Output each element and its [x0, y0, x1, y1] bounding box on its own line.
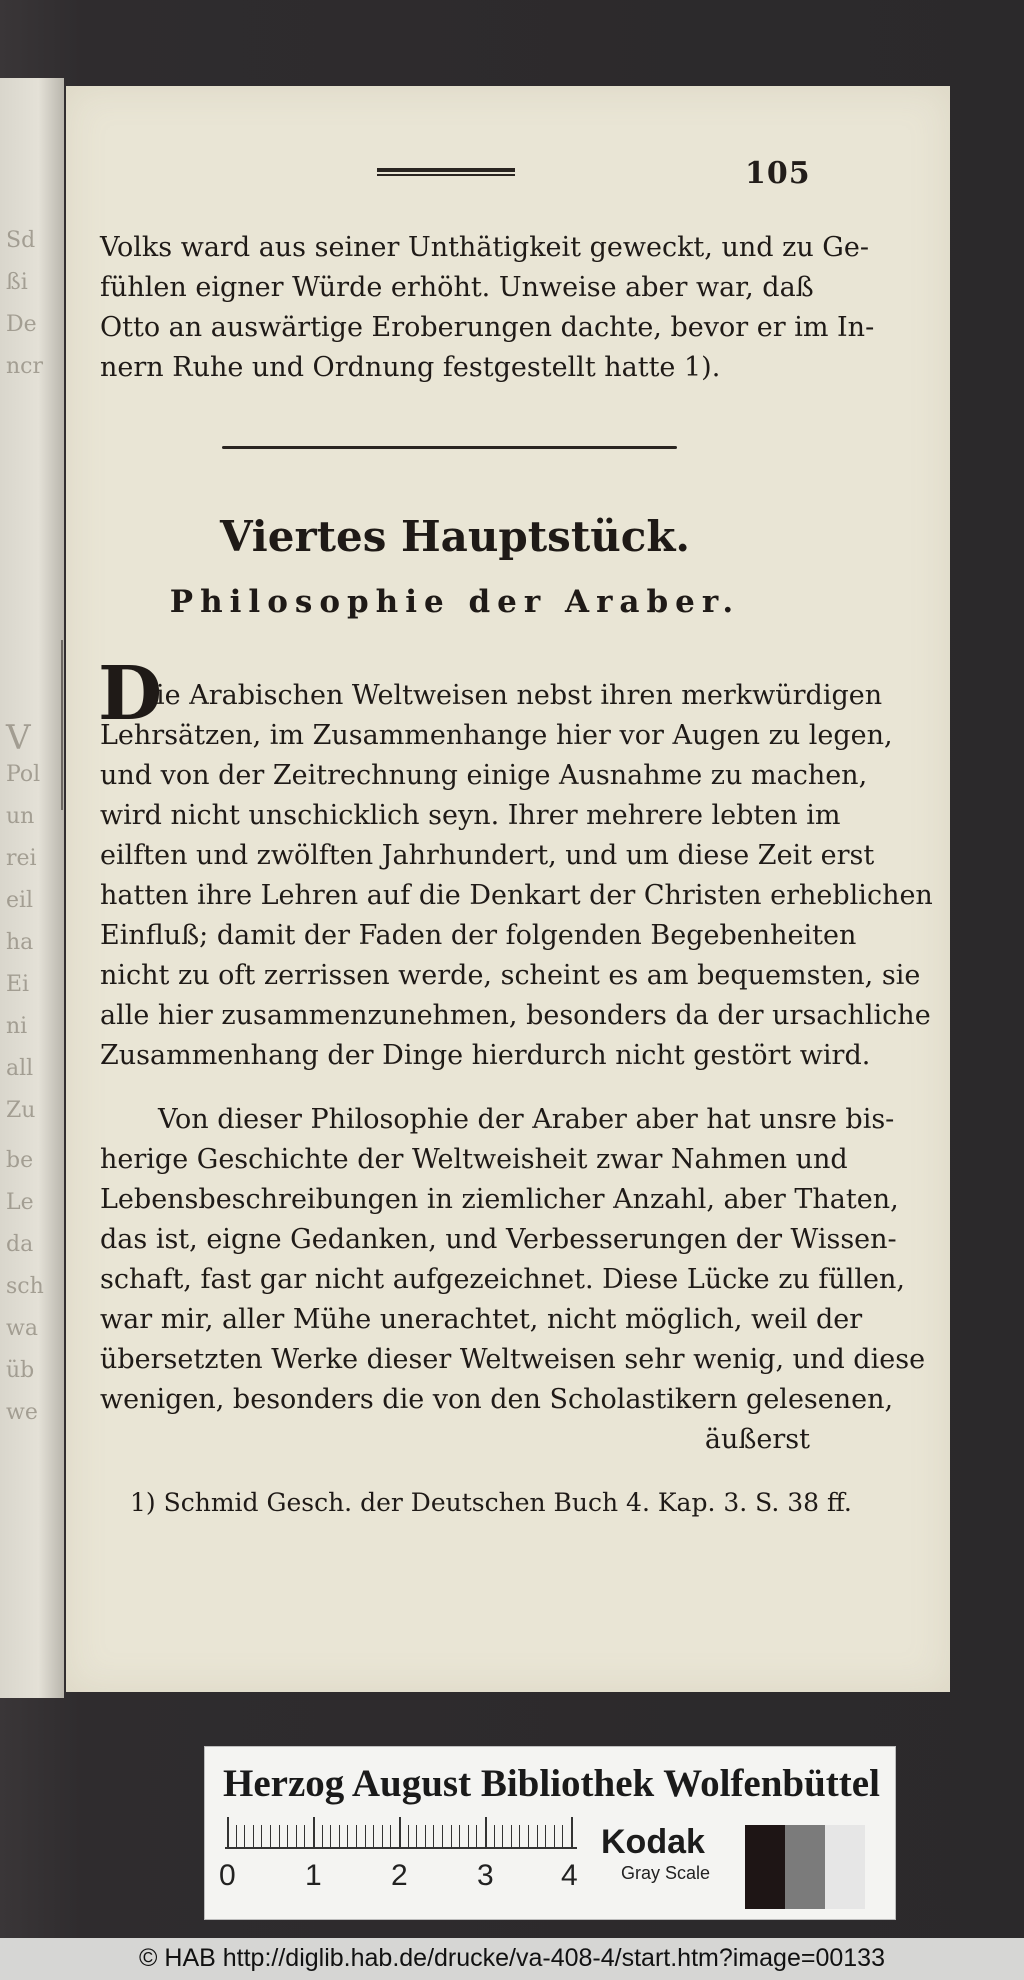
- ruler-tick: [494, 1825, 495, 1847]
- text-line: Volks ward aus seiner Unthätigkeit geweckt, und zu Ge-: [100, 232, 869, 263]
- ruler-tick: [416, 1825, 417, 1847]
- ruler-tick: [459, 1825, 460, 1847]
- ruler-tick: [562, 1825, 563, 1847]
- text-line: nern Ruhe und Ordnung festgestellt hatte 1).: [100, 352, 721, 383]
- ruler-label: 3: [477, 1859, 494, 1892]
- ruler-tick: [390, 1825, 391, 1847]
- ruler-tick: [399, 1817, 401, 1847]
- text-line: wenigen, besonders die von den Scholastikern gelesenen,: [100, 1384, 894, 1415]
- gray-swatch-light: [825, 1825, 865, 1909]
- ruler-tick: [545, 1825, 546, 1847]
- text-line: und von der Zeitrechnung einige Ausnahme zu machen,: [100, 760, 868, 791]
- text-line: Von dieser Philosophie der Araber aber hat unsre bis-: [158, 1104, 895, 1135]
- adjacent-page-edge: Sd ßi De ncr V Pol un rei eil ha Ei ni all Zu be Le da sch wa üb we: [0, 78, 64, 1698]
- text-line: herige Geschichte der Weltweisheit zwar Nahmen und: [100, 1144, 848, 1175]
- text-line: das ist, eigne Gedanken, und Verbesserungen der Wissen-: [100, 1224, 897, 1255]
- ruler-tick: [236, 1825, 237, 1847]
- ruler-tick: [356, 1825, 357, 1847]
- ruler-tick: [270, 1825, 271, 1847]
- text-line: schaft, fast gar nicht aufgezeichnet. Diese Lücke zu füllen,: [100, 1264, 906, 1295]
- ruler-tick: [519, 1825, 520, 1847]
- ruler-tick: [330, 1825, 331, 1847]
- text-line: wird nicht unschicklich seyn. Ihrer mehrere lebten im: [100, 800, 841, 831]
- text-line: Otto an auswärtige Eroberungen dachte, bevor er im In-: [100, 312, 875, 343]
- text-line: ie Arabischen Weltweisen nebst ihren merkwürdigen: [156, 680, 883, 711]
- ruler-tick: [279, 1825, 280, 1847]
- ruler-tick: [244, 1825, 245, 1847]
- drop-cap: D: [98, 651, 163, 737]
- text-line: fühlen eigner Würde erhöht. Unweise aber war, daß: [100, 272, 814, 303]
- source-url-bar: [0, 1938, 1024, 1980]
- ruler-tick: [287, 1825, 288, 1847]
- text-line: Lehrsätzen, im Zusammenhange hier vor Augen zu legen,: [100, 720, 893, 751]
- ruler-tick: [373, 1825, 374, 1847]
- text-line: Zusammenhang der Dinge hierdurch nicht gestört wird.: [100, 1040, 871, 1071]
- gray-scale-label: Gray Scale: [621, 1863, 711, 1883]
- source-url: © HAB http://diglib.hab.de/drucke/va-408-4/start.htm?image=00133: [139, 1944, 885, 1972]
- ruler-tick: [502, 1825, 503, 1847]
- kodak-logo: Kodak: [601, 1823, 705, 1861]
- ruler-tick: [528, 1825, 529, 1847]
- ruler-tick: [468, 1825, 469, 1847]
- ruler-tick: [571, 1817, 573, 1847]
- chapter-subtitle: Philosophie der Araber.: [169, 584, 741, 620]
- ruler-tick: [347, 1825, 348, 1847]
- ruler-tick: [365, 1825, 366, 1847]
- ruler-tick: [304, 1825, 305, 1847]
- text-line: übersetzten Werke dieser Weltweisen sehr wenig, und diese: [100, 1344, 926, 1375]
- ruler-label: 0: [219, 1859, 236, 1892]
- ruler-label: 2: [391, 1859, 408, 1892]
- footnote: 1) Schmid Gesch. der Deutschen Buch 4. Kap. 3. S. 38 ff.: [130, 1488, 852, 1517]
- ruler-tick: [227, 1817, 229, 1847]
- ruler-tick: [322, 1825, 323, 1847]
- text-line: nicht zu oft zerrissen werde, scheint es am bequemsten, sie: [100, 960, 921, 991]
- ruler-tick: [296, 1825, 297, 1847]
- library-name: Herzog August Bibliothek Wolfenbüttel: [223, 1762, 880, 1805]
- ruler-tick: [476, 1825, 477, 1847]
- text-line: war mir, aller Mühe unerachtet, nicht möglich, weil der: [100, 1304, 863, 1335]
- chapter-title: Viertes Hauptstück.: [219, 512, 691, 561]
- gray-swatch-mid: [785, 1825, 825, 1909]
- ruler-tick: [451, 1825, 452, 1847]
- ruler-tick: [313, 1817, 315, 1847]
- ruler-tick: [442, 1825, 443, 1847]
- text-line: Einfluß; damit der Faden der folgenden Begebenheiten: [100, 920, 857, 951]
- ruler-tick: [253, 1825, 254, 1847]
- page-number: 105: [745, 156, 811, 191]
- gray-swatch-dark: [745, 1825, 785, 1909]
- ruler-tick: [339, 1825, 340, 1847]
- ruler-tick: [382, 1825, 383, 1847]
- ruler-baseline: [225, 1847, 577, 1849]
- ruler-tick: [485, 1817, 487, 1847]
- ruler-tick: [537, 1825, 538, 1847]
- ruler-tick: [554, 1825, 555, 1847]
- ruler-tick: [425, 1825, 426, 1847]
- text-line: Lebensbeschreibungen in ziemlicher Anzahl, aber Thaten,: [100, 1184, 899, 1215]
- ruler-tick: [511, 1825, 512, 1847]
- header-rule: [377, 168, 515, 176]
- text-line: hatten ihre Lehren auf die Denkart der Christen erheblichen: [100, 880, 933, 911]
- section-divider: [222, 446, 677, 449]
- ruler-tick: [408, 1825, 409, 1847]
- ruler-label: 4: [561, 1859, 578, 1892]
- catchword: äußerst: [704, 1424, 810, 1455]
- ruler-tick: [261, 1825, 262, 1847]
- text-line: eilften und zwölften Jahrhundert, und um diese Zeit erst: [100, 840, 875, 871]
- gutter-mark: [61, 640, 63, 810]
- library-color-card: [204, 1746, 896, 1920]
- ruler-label: 1: [305, 1859, 322, 1892]
- text-line: alle hier zusammenzunehmen, besonders da der ursachliche: [100, 1000, 931, 1031]
- ruler-tick: [433, 1825, 434, 1847]
